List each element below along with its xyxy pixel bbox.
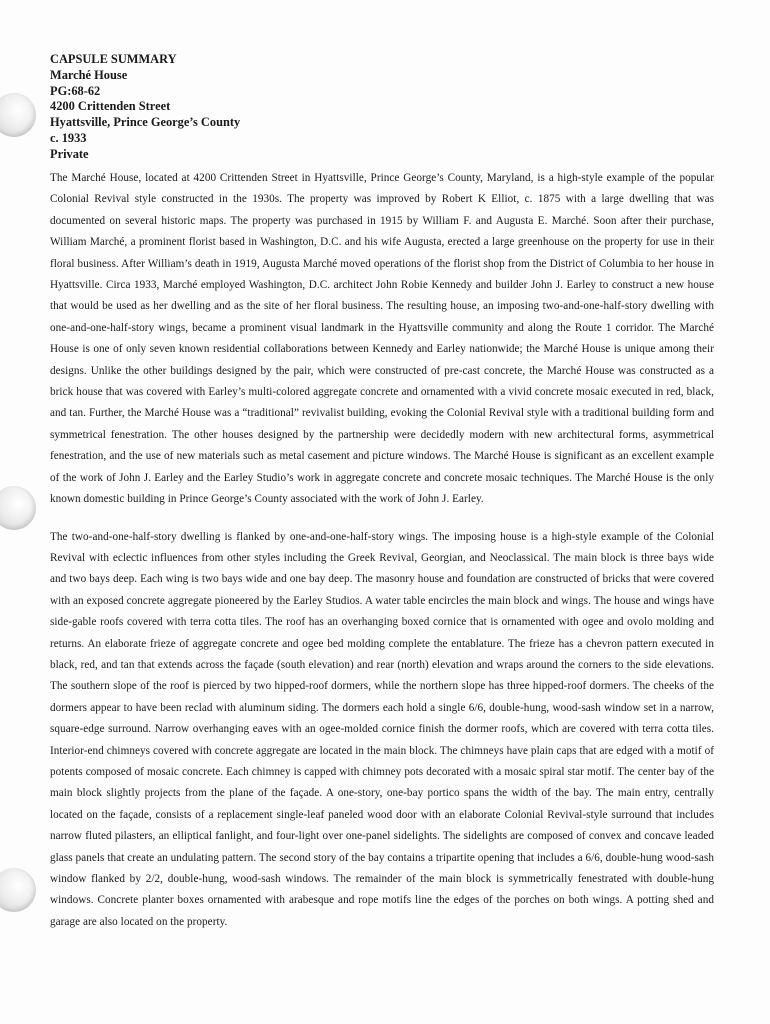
- city-county: Hyattsville, Prince George’s County: [50, 115, 241, 130]
- punch-hole-top: [0, 93, 36, 137]
- capsule-summary-header: [50, 52, 450, 163]
- access-status: Private: [50, 146, 89, 161]
- inventory-number: PG:68-62: [50, 83, 101, 98]
- property-name: Marché House: [50, 67, 128, 82]
- construction-date: c. 1933: [50, 130, 87, 145]
- punch-hole-middle: [0, 486, 36, 530]
- summary-body: [50, 168, 714, 933]
- punch-hole-bottom: [0, 868, 36, 912]
- description-paragraph: The two-and-one-half-story dwelling is flanked by one-and-one-half-story wings. The imposing house is a high-style example of the Colonial Revival with eclectic influences from other styles including the Greek Revival, Georgian, and Neoclassical. The main block is three bays wide and two bays deep. Each wing is two bays wide and one bay deep. The masonry house and foundation are constructed of bricks that were covered with an exposed concrete aggregate pioneered by the Earley Studios. A water table encircles the main block and wings. The house and wings have side-gable roofs covered with terra cotta tiles. The roof has an overhanging boxed cornice that is ornamented with ogee and ovolo molding and returns. An elaborate frieze of aggregate concrete and ogee bed molding complete the entablature. The frieze has a chevron pattern executed in black, red, and tan that extends across the façade (south elevation) and rear (north) elevation and wraps around the corners to the side elevations. The southern slope of the roof is pierced by two hipped-roof dormers, while the northern slope has three hipped-roof dormers. The cheeks of the dormers appear to have been reclad with aluminum siding. The dormers each hold a single 6/6, double-hung, wood-sash window set in a narrow, square-edge surround. Narrow overhanging eaves with an ogee-molded cornice finish the dormer roofs, which are covered with terra cotta tiles. Interior-end chimneys covered with concrete aggregate are located in the main block. The chimneys have plain caps that are edged with a motif of potents composed of mosaic concrete. Each chimney is capped with chimney pots decorated with a mosaic spiral star motif. The center bay of the main block slightly projects from the plane of the façade. A one-story, one-bay portico spans the width of the bay. The main entry, centrally located on the façade, consists of a replacement single-leaf paneled wood door with an elaborate Colonial Revival-style surround that includes narrow fluted pilasters, an elliptical fanlight, and four-light over one-panel sidelights. The sidelights are composed of convex and concave leaded glass panels that create an undulating pattern. The second story of the bay contains a tripartite opening that includes a 6/6, double-hung wood-sash window flanked by 2/2, double-hung, wood-sash windows. The remainder of the main block is symmetrically fenestrated with double-hung windows. Concrete planter boxes ornamented with arabesque and rope motifs line the edges of the porches on both wings. A potting shed and garage are also located on the property.: [50, 530, 714, 928]
- street-address: 4200 Crittenden Street: [50, 99, 171, 114]
- summary-title: CAPSULE SUMMARY: [50, 52, 177, 66]
- history-paragraph: The Marché House, located at 4200 Crittenden Street in Hyattsville, Prince George’s County, Maryland, is a high-style example of the popular Colonial Revival style constructed in the 1930s. The property was improved by Robert K Elliot, c. 1875 with a large dwelling that was documented on several historic maps. The property was purchased in 1915 by William F. and Augusta E. Marché. Soon after their purchase, William Marché, a prominent florist based in Washington, D.C. and his wife Augusta, erected a large greenhouse on the property for use in their floral business. After William’s death in 1919, Augusta Marché moved operations of the florist shop from the District of Columbia to her house in Hyattsville. Circa 1933, Marché employed Washington, D.C. architect John Robie Kennedy and builder John J. Earley to construct a new house that would be used as her dwelling and as the site of her floral business. The resulting house, an imposing two-and-one-half-story dwelling with one-and-one-half-story wings, became a prominent visual landmark in the Hyattsville community and along the Route 1 corridor. The Marché House is one of only seven known residential collaborations between Kennedy and Earley nationwide; the Marché House is unique among their designs. Unlike the other buildings designed by the pair, which were constructed of pre-cast concrete, the Marché House was constructed as a brick house that was covered with Earley’s multi-colored aggregate concrete and ornamented with a vivid concrete mosaic executed in red, black, and tan. Further, the Marché House was a “traditional” revivalist building, evoking the Colonial Revival style with a traditional building form and symmetrical fenestration. The other houses designed by the partnership were decidedly modern with new architectural forms, asymmetrical fenestration, and the use of new materials such as metal casement and picture windows. The Marché House is significant as an excellent example of the work of John J. Earley and the Earley Studio’s work in aggregate concrete and concrete mosaic techniques. The Marché House is the only known domestic building in Prince George’s County associated with the work of John J. Earley.: [50, 172, 714, 506]
